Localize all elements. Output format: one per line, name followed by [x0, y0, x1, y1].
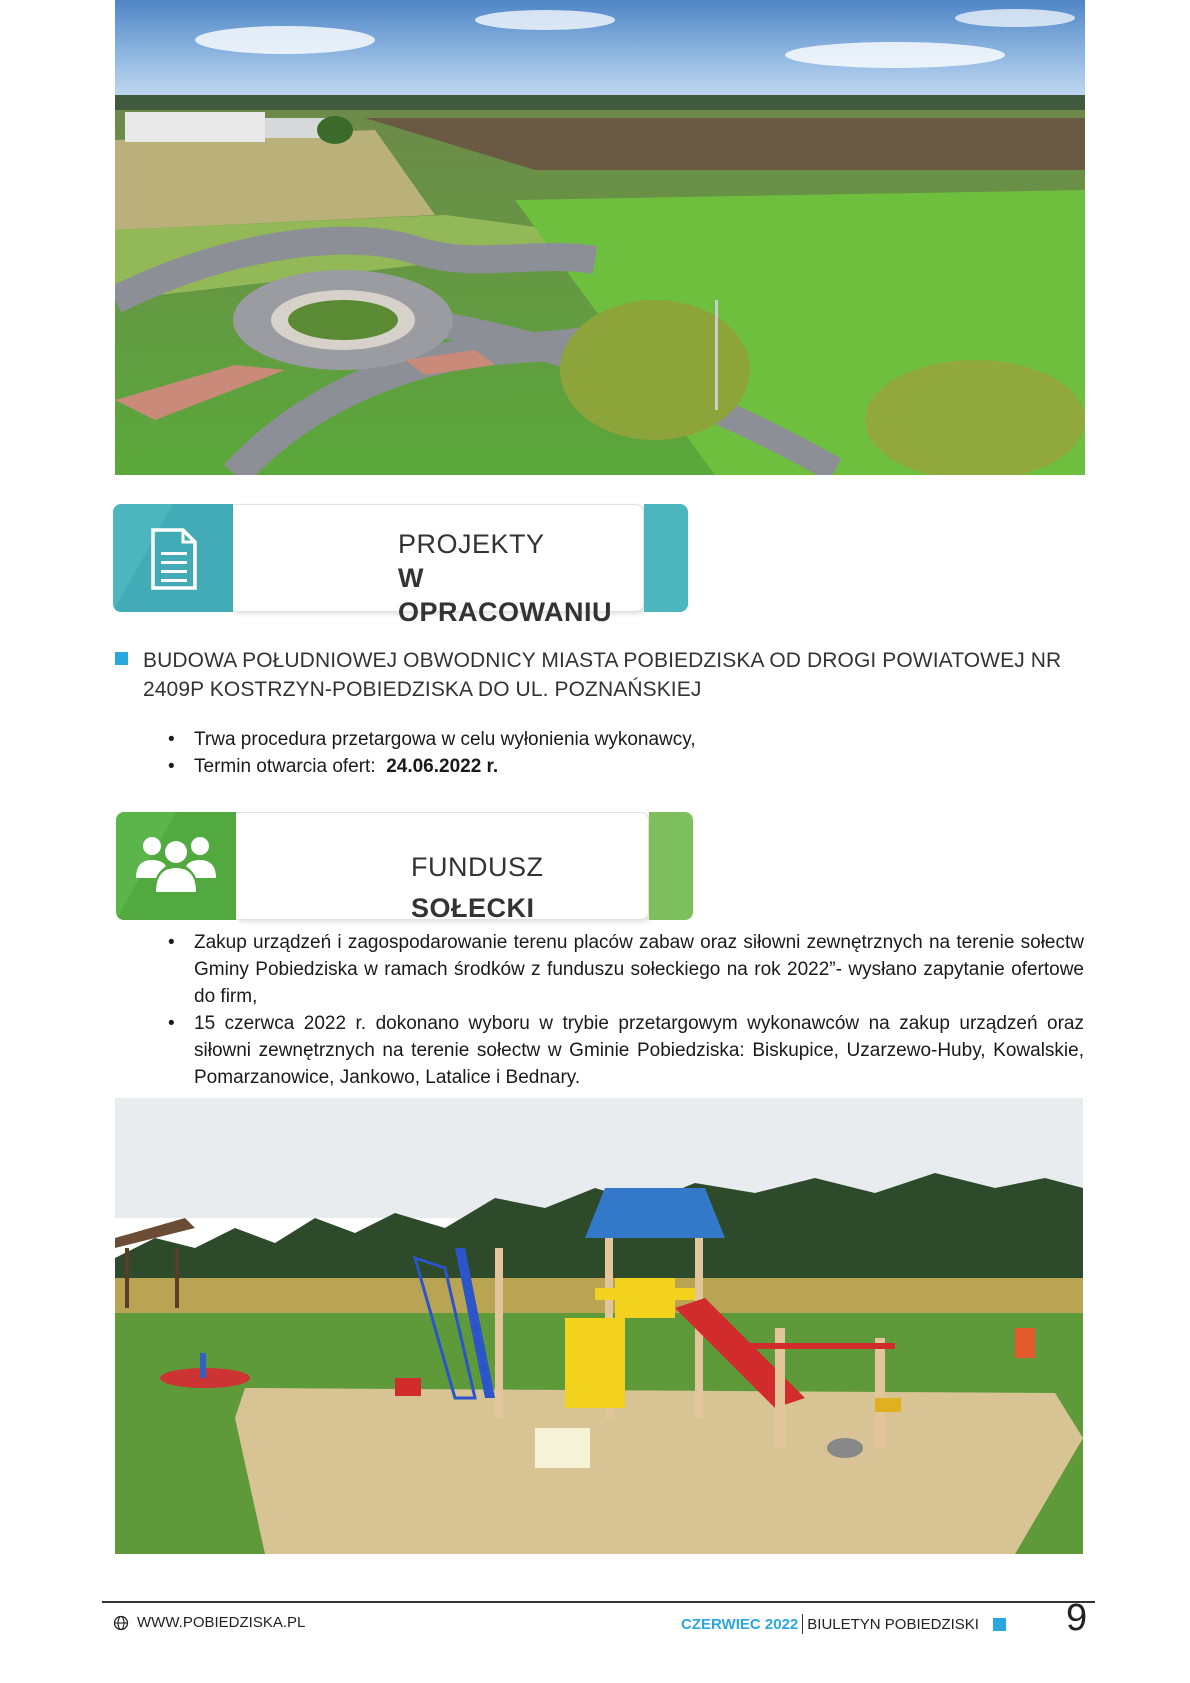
projects-title-line1: PROJEKTY — [398, 529, 545, 559]
aerial-roundabout-photo — [115, 0, 1085, 475]
fund-title-part1: FUNDUSZ — [411, 852, 544, 882]
footer-website[interactable] — [113, 1614, 305, 1631]
list-item — [166, 929, 1084, 1010]
fund-header-tab — [649, 812, 693, 920]
projects-section-header — [113, 504, 688, 627]
projects-title-line2: W OPRACOWANIU — [398, 563, 612, 627]
projects-header-tab — [644, 504, 688, 612]
projects-label-box — [233, 504, 644, 627]
square-bullet-icon — [115, 652, 128, 665]
list-item — [166, 753, 1046, 780]
offer-date: 24.06.2022 r. — [386, 756, 499, 777]
list-item — [166, 726, 1046, 753]
fund-label-box — [236, 812, 649, 923]
list-item-text: Zakup urządzeń i zagospodarowanie terenu placów zabaw oraz siłowni zewnętrznych na terenie sołectw Gminy Pobiedziska w ramach środków z funduszu sołeckiego na rok 2022”- wysłano zapytanie ofertowe do firm, — [194, 932, 1084, 1007]
square-bullet-icon — [993, 1618, 1006, 1631]
globe-icon — [113, 1615, 129, 1631]
footer-rule — [102, 1601, 1095, 1603]
publication-name: BIULETYN POBIEDZISKI — [807, 1615, 979, 1633]
list-item — [166, 1010, 1084, 1091]
website-link[interactable]: WWW.POBIEDZISKA.PL — [137, 1614, 306, 1631]
list-item-text: Trwa procedura przetargowa w celu wyłonienia wykonawcy, — [194, 729, 696, 750]
fund-bullet-list — [166, 929, 1084, 1091]
project-item-title: BUDOWA POŁUDNIOWEJ OBWODNICY MIASTA POBIEDZISKA OD DROGI POWIATOWEJ NR 2409P KOSTRZYN-POBIEDZISKA DO UL. POZNAŃSKIEJ — [143, 649, 1062, 701]
issue-month: CZERWIEC 2022 — [681, 1615, 799, 1633]
fund-icon-box — [116, 812, 236, 920]
fund-section-header — [116, 812, 693, 923]
fund-title-part2: SOŁECKI — [411, 893, 535, 923]
list-item-text: Termin otwarcia ofert: — [194, 756, 376, 777]
footer-separator — [802, 1614, 803, 1634]
list-item-text: 15 czerwca 2022 r. dokonano wyboru w trybie przetargowym wykonawców na zakup urządzeń oraz siłowni zewnętrznych na terenie sołectw w Gminie Pobiedziska: Biskupice, Uzarzewo-Huby, Kowalskie, Pomarzanowice, Jankowo, Latalice i Bednary. — [194, 1013, 1084, 1088]
footer-publication — [681, 1614, 1006, 1634]
playground-photo — [115, 1098, 1083, 1554]
page-number: 9 — [1066, 1597, 1088, 1639]
projects-bullet-list — [166, 726, 1046, 780]
projects-icon-box — [113, 504, 233, 612]
